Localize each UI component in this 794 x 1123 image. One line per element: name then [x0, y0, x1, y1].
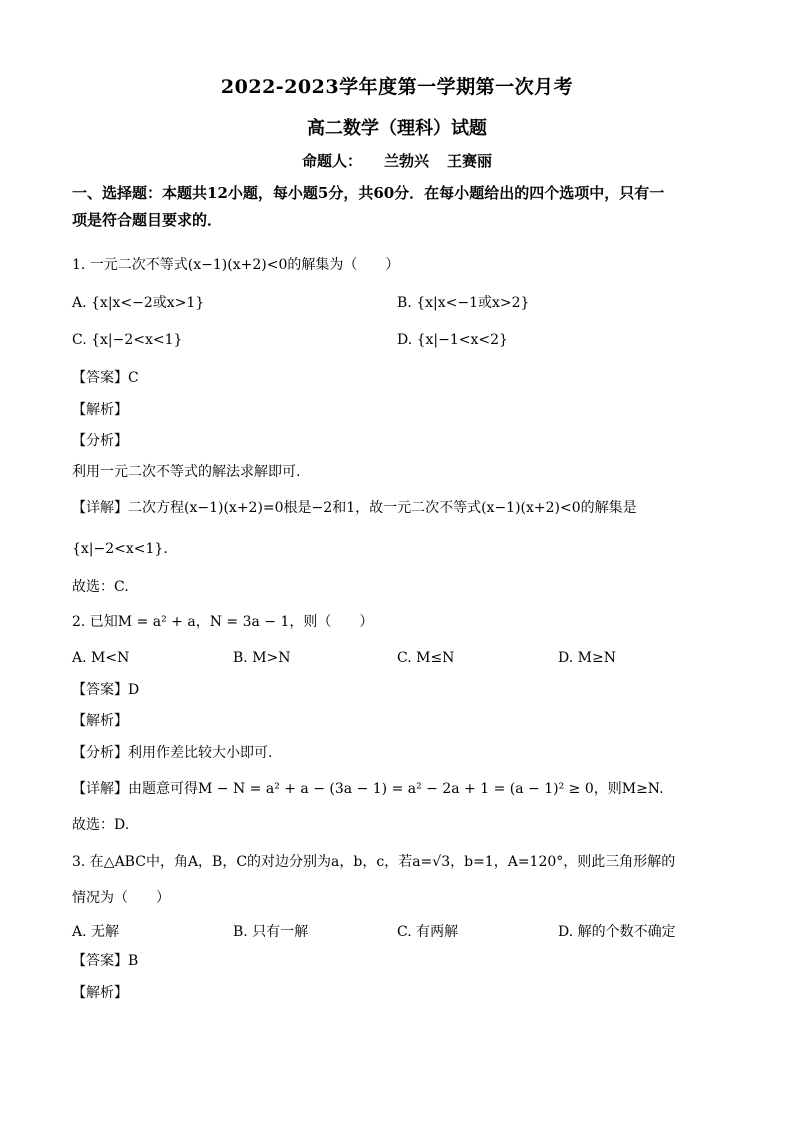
q2-option-a: A. M<N: [72, 650, 130, 666]
author-1: 兰勃兴: [383, 152, 429, 170]
q2-detail: 【详解】由题意可得M − N = a² + a − (3a − 1) = a² − 2a + 1 = (a − 1)² ≥ 0，则M≥N.: [72, 781, 664, 797]
q1-fenxi-text: 利用一元二次不等式的解法求解即可.: [72, 464, 301, 480]
q2-choice: 故选：D.: [72, 817, 130, 833]
q1-fenxi-label: 【分析】: [72, 433, 128, 449]
q1-detail-line1: 【详解】二次方程(x−1)(x+2)=0根是−2和1，故一元二次不等式(x−1)(x+2)<0的解集是: [72, 500, 637, 516]
q3-analysis-label: 【解析】: [72, 985, 128, 1001]
q3-stem-line1: 3. 在△ABC中，角A，B，C的对边分别为a，b，c，若a=√3，b=1，A=120°，则此三角形解的: [72, 854, 676, 870]
q3-option-d: D. 解的个数不确定: [558, 924, 676, 940]
q1-answer: 【答案】C: [72, 370, 139, 386]
exam-authors: [0, 150, 794, 171]
q2-option-b: B. M>N: [233, 650, 291, 666]
q2-fenxi: 【分析】利用作差比较大小即可.: [72, 745, 273, 761]
q3-stem-line2: 情况为（ ）: [72, 890, 170, 906]
q3-option-c: C. 有两解: [397, 924, 459, 940]
q1-option-d: D. {x|−1<x<2}: [397, 332, 508, 348]
q1-analysis-label: 【解析】: [72, 402, 128, 418]
q1-option-c: C. {x|−2<x<1}: [72, 332, 183, 348]
q2-option-d: D. M≥N: [558, 650, 616, 666]
author-2: 王赛丽: [447, 152, 493, 170]
exam-subtitle: 高二数学（理科）试题: [307, 118, 487, 139]
q3-option-a: A. 无解: [72, 924, 120, 940]
section-heading-line2: 项是符合题目要求的．: [72, 211, 223, 229]
q2-option-c: C. M≤N: [397, 650, 455, 666]
section-heading-line1: 一、选择题：本题共12小题，每小题5分，共60分．在每小题给出的四个选项中，只有一: [72, 184, 665, 202]
q1-choice: 故选：C.: [72, 579, 129, 595]
exam-title: 2022-2023学年度第一学期第一次月考: [220, 76, 574, 98]
q3-answer: 【答案】B: [72, 953, 139, 969]
q2-stem: 2. 已知M = a² + a，N = 3a − 1，则（ ）: [72, 614, 374, 630]
q1-stem: 1. 一元二次不等式(x−1)(x+2)<0的解集为（ ）: [72, 257, 400, 273]
q1-option-a: A. {x|x<−2或x>1}: [72, 295, 205, 311]
q1-option-b: B. {x|x<−1或x>2}: [397, 295, 530, 311]
q2-answer: 【答案】D: [72, 682, 140, 698]
authors-label: 命题人：: [301, 152, 362, 170]
q2-analysis-label: 【解析】: [72, 713, 128, 729]
q3-option-b: B. 只有一解: [233, 924, 309, 940]
q1-detail-line2: {x|−2<x<1}.: [72, 541, 168, 557]
